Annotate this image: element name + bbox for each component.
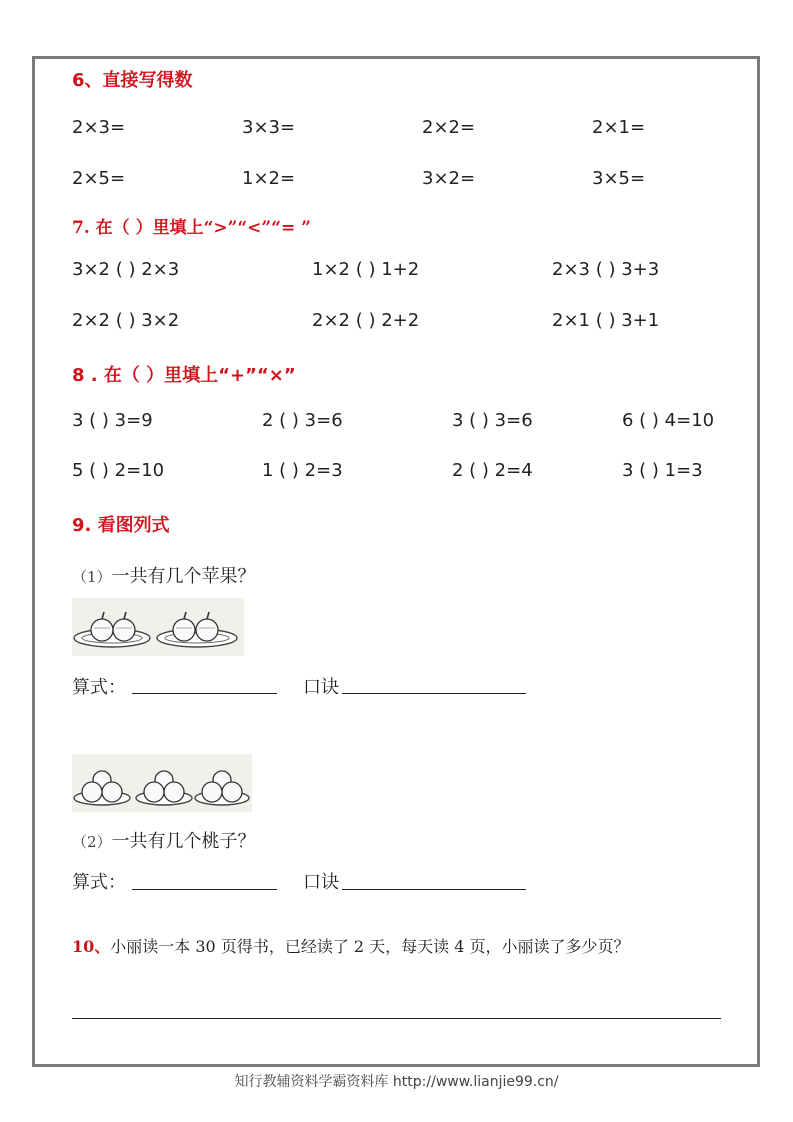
q9-part1-answer-row	[72, 673, 126, 699]
q8-item: 3 ( ) 1=3	[622, 460, 703, 481]
q7-item: 2×2 ( ) 3×2	[72, 310, 180, 331]
formula-blank[interactable]	[132, 889, 277, 890]
q6-item: 2×1=	[592, 117, 646, 138]
q9-title: 9. 看图列式	[72, 515, 170, 536]
formula-blank[interactable]	[132, 693, 277, 694]
apples-picture	[72, 598, 244, 656]
q8-item: 3 ( ) 3=6	[452, 410, 533, 431]
q8-item: 6 ( ) 4=10	[622, 410, 715, 431]
rhyme-label: 口诀	[303, 677, 339, 698]
q8-item: 1 ( ) 2=3	[262, 460, 343, 481]
q10-number: 10、	[72, 937, 111, 956]
rhyme-blank[interactable]	[342, 889, 526, 890]
q8-item: 3 ( ) 3=9	[72, 410, 153, 431]
q7-item: 1×2 ( ) 1+2	[312, 259, 420, 280]
q7-item: 2×2 ( ) 2+2	[312, 310, 420, 331]
q6-item: 2×2=	[422, 117, 476, 138]
q6-item: 3×3=	[242, 117, 296, 138]
footer-text: 知行教辅资料学霸资料库 http://www.lianjie99.cn/	[234, 1074, 559, 1090]
q6-item: 3×5=	[592, 168, 646, 189]
q9-part1-number: （1）	[72, 568, 112, 586]
q6-title: 6、直接写得数	[72, 70, 193, 91]
rhyme-blank[interactable]	[342, 693, 526, 694]
q7-item: 2×3 ( ) 3+3	[552, 259, 660, 280]
q9-part1-text: 一共有几个苹果？	[111, 566, 256, 587]
formula-label: 算式：	[72, 872, 126, 893]
q8-item: 2 ( ) 2=4	[452, 460, 533, 481]
q6-item: 1×2=	[242, 168, 296, 189]
q7-item: 2×1 ( ) 3+1	[552, 310, 660, 331]
q9-part1-question	[72, 562, 256, 588]
q10-answer-line[interactable]	[72, 1018, 721, 1019]
q8-title: 8 . 在（ ）里填上“+”“×”	[72, 365, 296, 386]
q10-question	[72, 934, 630, 957]
q6-item: 2×5=	[72, 168, 126, 189]
q7-title: 7. 在（ ）里填上“>”“<”“= ”	[72, 218, 311, 238]
q9-part2-question	[72, 827, 256, 853]
formula-label: 算式：	[72, 677, 126, 698]
q9-part2-answer-row	[72, 868, 126, 894]
peaches-picture	[72, 754, 252, 812]
q8-item: 5 ( ) 2=10	[72, 460, 165, 481]
q6-item: 2×3=	[72, 117, 126, 138]
q10-text: 小丽读一本 30 页得书，已经读了 2 天，每天读 4 页，小丽读了多少页？	[110, 937, 630, 956]
q6-item: 3×2=	[422, 168, 476, 189]
q8-item: 2 ( ) 3=6	[262, 410, 343, 431]
peach-icon	[82, 771, 242, 802]
rhyme-label: 口诀	[303, 872, 339, 893]
q9-part2-text: 一共有几个桃子？	[111, 831, 256, 852]
q9-part2-number: （2）	[72, 833, 112, 851]
q7-item: 3×2 ( ) 2×3	[72, 259, 180, 280]
